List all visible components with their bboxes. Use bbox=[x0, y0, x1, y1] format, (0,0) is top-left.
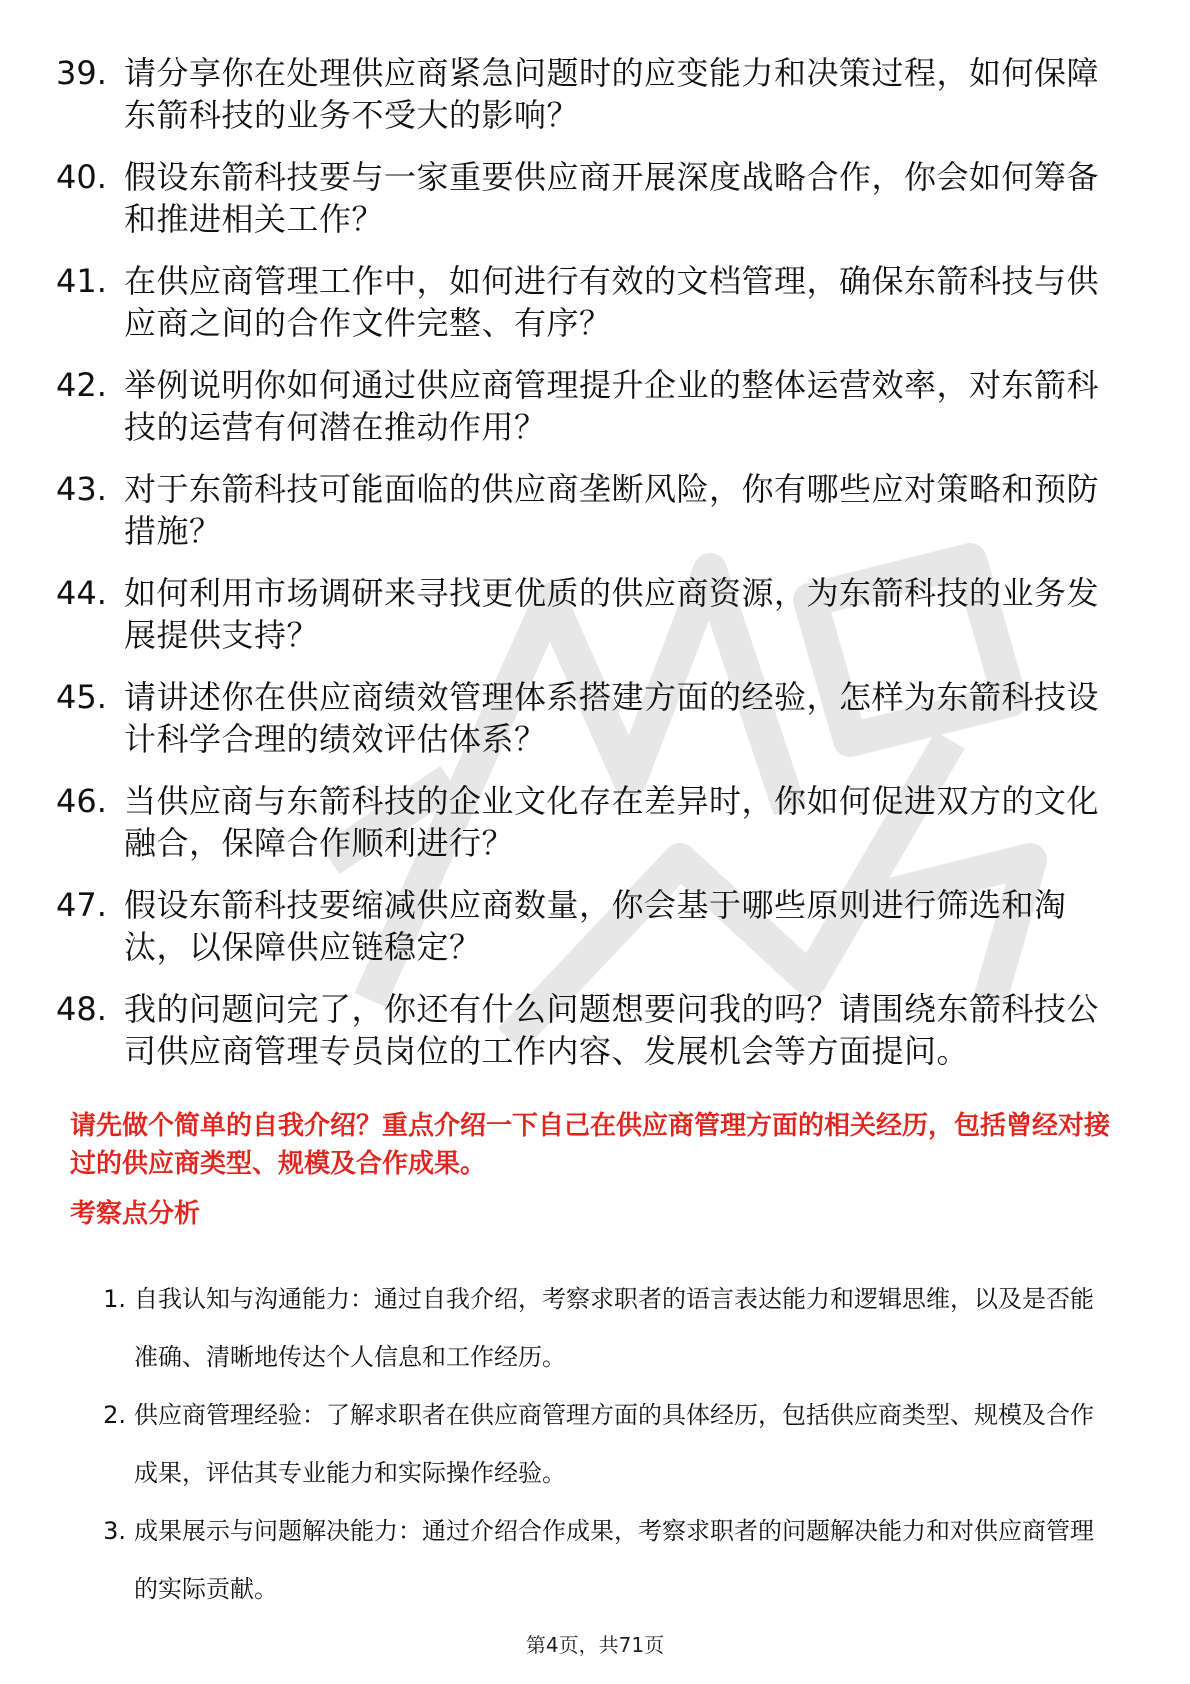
analysis-text: 自我认知与沟通能力：通过自我介绍，考察求职者的语言表达能力和逻辑思维，以及是否能准确、清晰地传达个人信息和工作经历。 bbox=[134, 1285, 1094, 1371]
analysis-text: 供应商管理经验：了解求职者在供应商管理方面的具体经历，包括供应商类型、规模及合作成果，评估其专业能力和实际操作经验。 bbox=[134, 1401, 1094, 1487]
question-item bbox=[56, 884, 1116, 988]
question-item bbox=[56, 572, 1116, 676]
analysis-number: 3. bbox=[103, 1517, 126, 1545]
analysis-title: 考察点分析 bbox=[70, 1199, 201, 1229]
question-item bbox=[56, 260, 1116, 364]
question-text: 对于东箭科技可能面临的供应商垄断风险，你有哪些应对策略和预防措施？ bbox=[124, 470, 1100, 550]
question-number: 45. bbox=[56, 678, 107, 716]
question-text: 如何利用市场调研来寻找更优质的供应商资源，为东箭科技的业务发展提供支持？ bbox=[124, 574, 1100, 654]
question-number: 48. bbox=[56, 990, 107, 1028]
question-number: 44. bbox=[56, 574, 107, 612]
question-item bbox=[56, 676, 1116, 780]
question-text: 请分享你在处理供应商紧急问题时的应变能力和决策过程，如何保障东箭科技的业务不受大的影响？ bbox=[124, 54, 1100, 134]
question-number: 46. bbox=[56, 782, 107, 820]
page-number-footer: 第4页，共71页 bbox=[525, 1633, 665, 1657]
question-number: 43. bbox=[56, 470, 107, 508]
question-item bbox=[56, 468, 1116, 572]
highlight-question: 请先做个简单的自我介绍？重点介绍一下自己在供应商管理方面的相关经历，包括曾经对接过的供应商类型、规模及合作成果。 bbox=[70, 1111, 1111, 1179]
question-item bbox=[56, 988, 1116, 1092]
question-number: 47. bbox=[56, 886, 107, 924]
question-text: 我的问题问完了，你还有什么问题想要问我的吗？请围绕东箭科技公司供应商管理专员岗位的工作内容、发展机会等方面提问。 bbox=[124, 990, 1100, 1070]
analysis-item bbox=[80, 1270, 1100, 1386]
analysis-list bbox=[80, 1270, 1100, 1618]
question-number: 42. bbox=[56, 366, 107, 404]
question-text: 举例说明你如何通过供应商管理提升企业的整体运营效率，对东箭科技的运营有何潜在推动作用？ bbox=[124, 366, 1100, 446]
question-text: 在供应商管理工作中，如何进行有效的文档管理，确保东箭科技与供应商之间的合作文件完整、有序？ bbox=[124, 262, 1100, 342]
question-text: 假设东箭科技要缩减供应商数量，你会基于哪些原则进行筛选和淘汰，以保障供应链稳定？ bbox=[124, 886, 1067, 966]
question-number: 41. bbox=[56, 262, 107, 300]
question-number: 40. bbox=[56, 158, 107, 196]
question-item bbox=[56, 156, 1116, 260]
question-number: 39. bbox=[56, 54, 107, 92]
question-item bbox=[56, 364, 1116, 468]
question-text: 假设东箭科技要与一家重要供应商开展深度战略合作，你会如何筹备和推进相关工作？ bbox=[124, 158, 1100, 238]
analysis-number: 2. bbox=[103, 1401, 126, 1429]
question-text: 当供应商与东箭科技的企业文化存在差异时，你如何促进双方的文化融合，保障合作顺利进行？ bbox=[124, 782, 1100, 862]
analysis-item bbox=[80, 1502, 1100, 1618]
question-item bbox=[56, 52, 1116, 156]
analysis-number: 1. bbox=[103, 1285, 126, 1313]
question-item bbox=[56, 780, 1116, 884]
question-list bbox=[56, 52, 1116, 1092]
analysis-text: 成果展示与问题解决能力：通过介绍合作成果，考察求职者的问题解决能力和对供应商管理的实际贡献。 bbox=[134, 1517, 1094, 1603]
question-text: 请讲述你在供应商绩效管理体系搭建方面的经验，怎样为东箭科技设计科学合理的绩效评估体系？ bbox=[124, 678, 1100, 758]
analysis-item bbox=[80, 1386, 1100, 1502]
